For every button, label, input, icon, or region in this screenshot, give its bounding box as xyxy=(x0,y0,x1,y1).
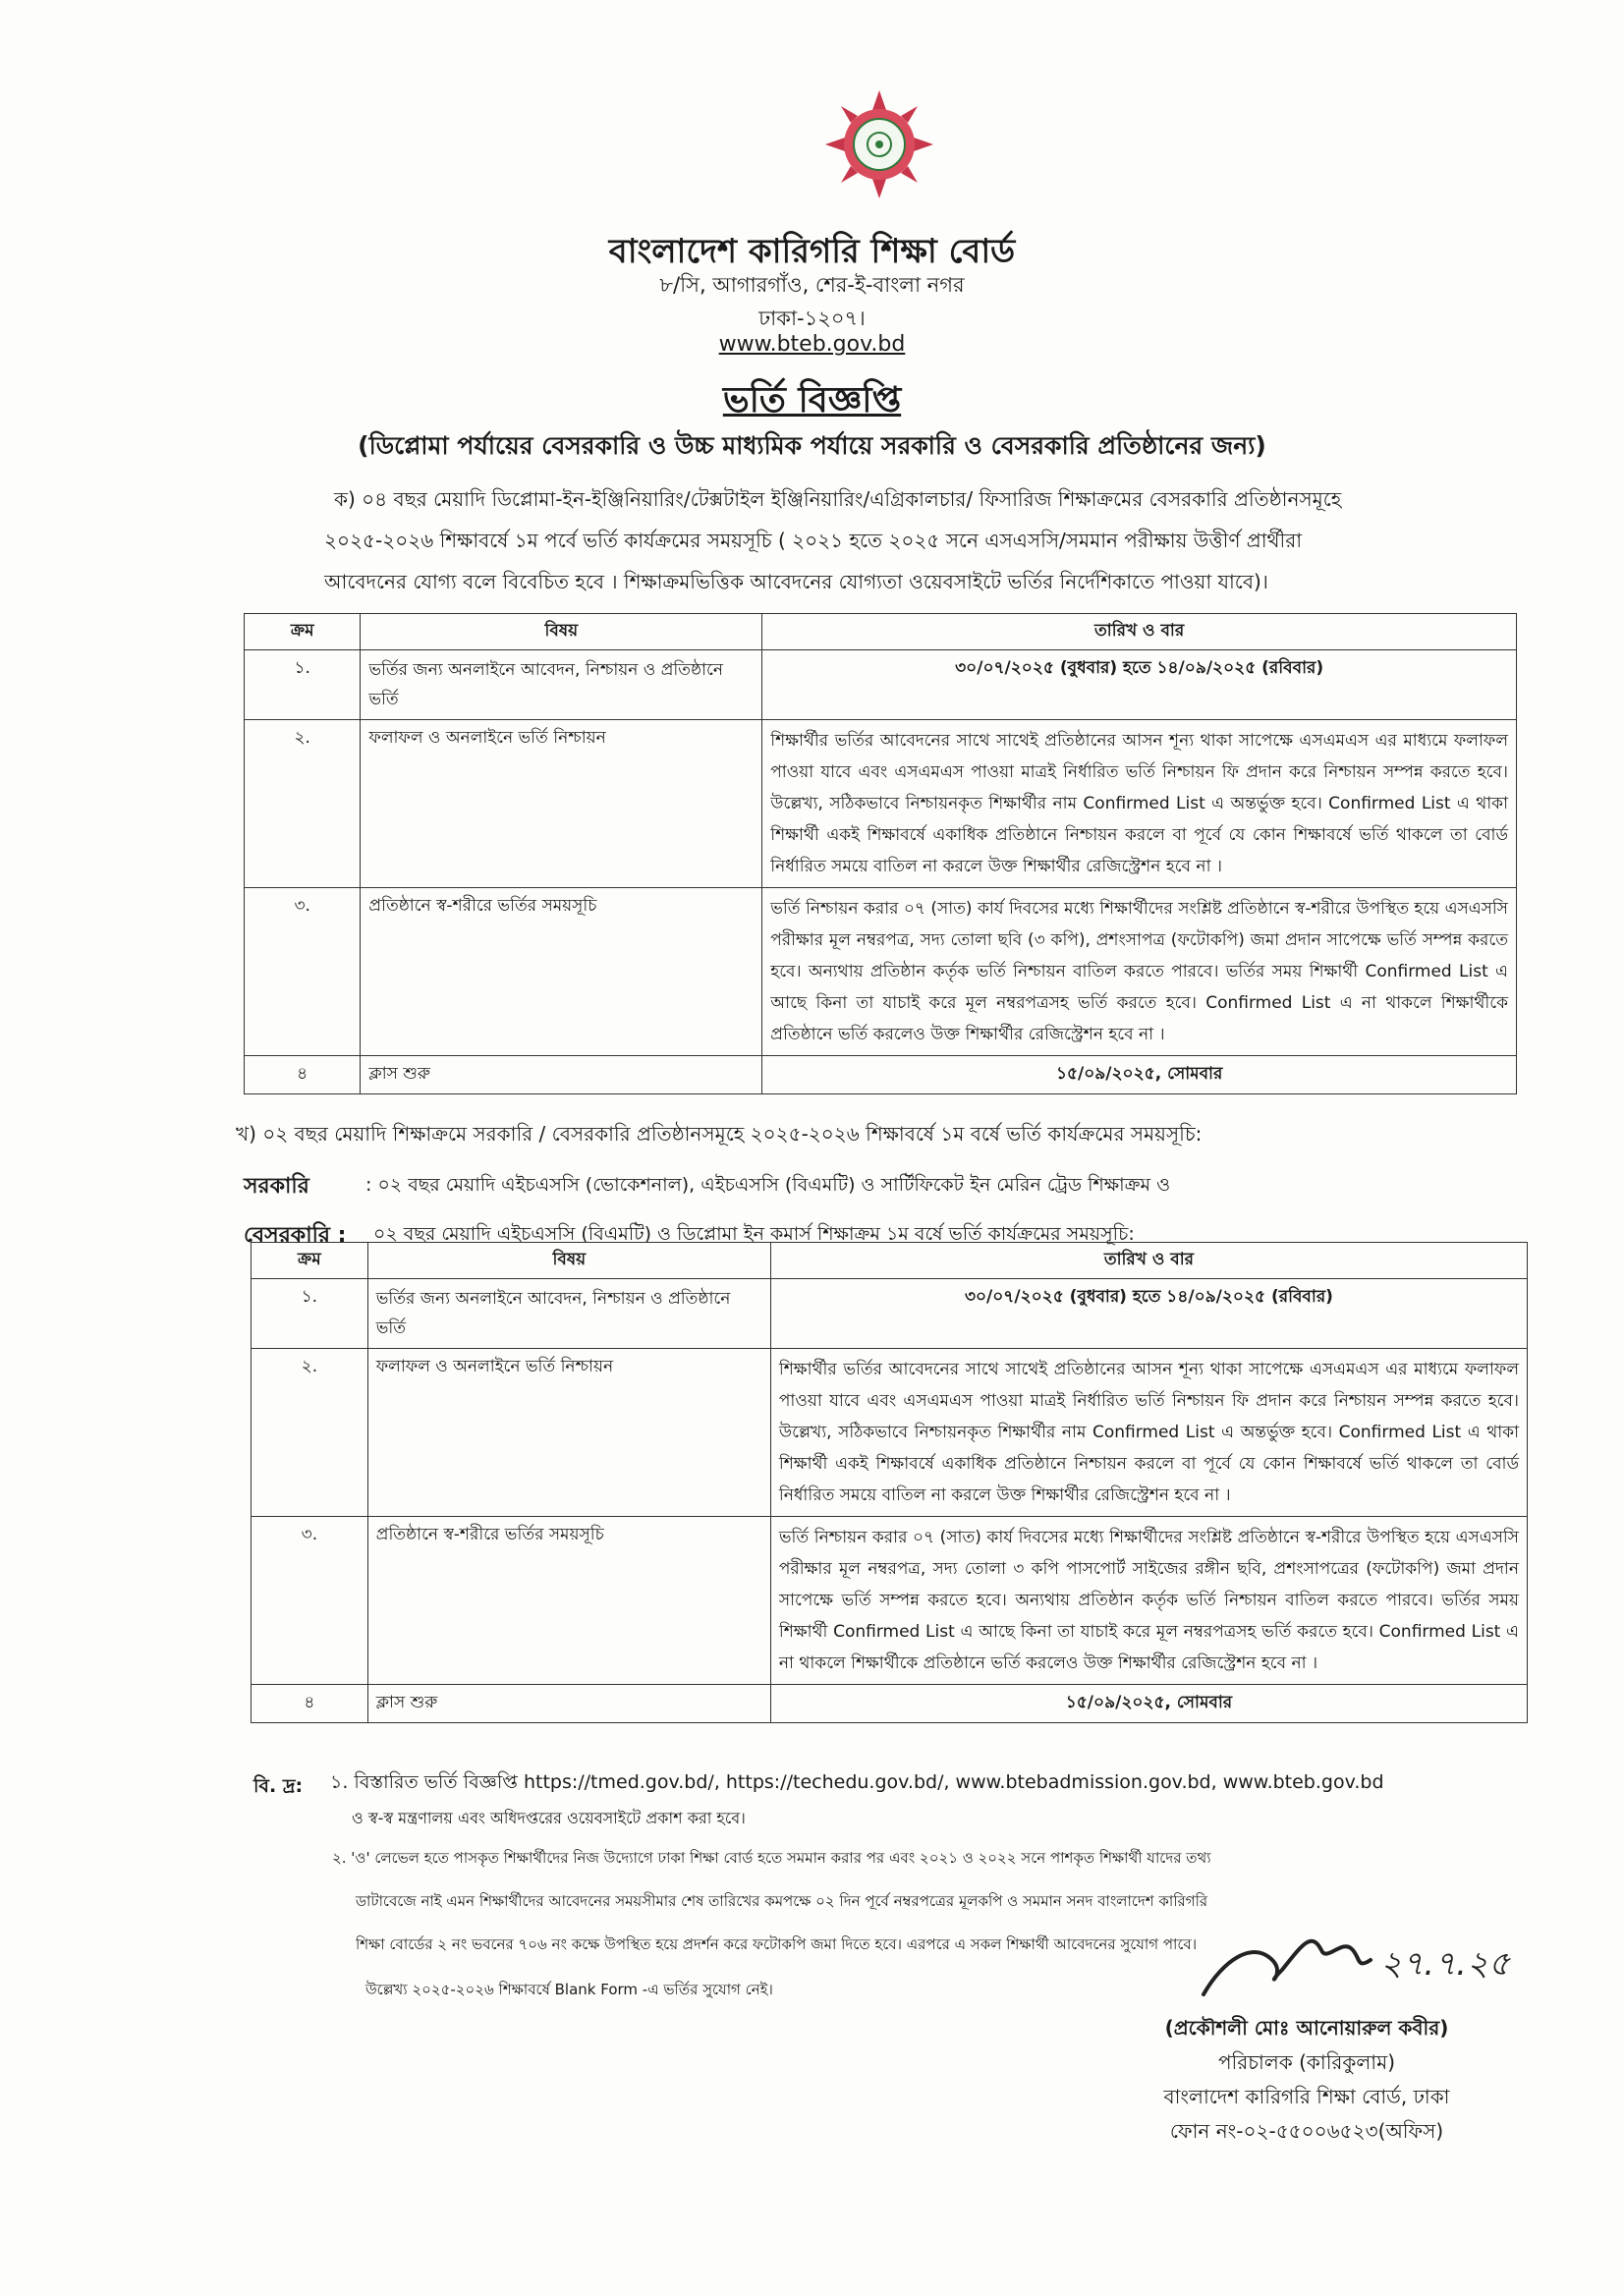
signatory-phone: ফোন নং-০২-৫৫০০৬৫২৩(অফিস) xyxy=(1169,2119,1444,2143)
govt-label: সরকারি xyxy=(244,1174,309,1199)
address-line-2: ঢাকা-১২০৭। xyxy=(758,307,866,330)
section-a-line-2: ২০২৫-২০২৬ শিক্ষাবর্ষে ১ম পর্বে ভর্তি কার্যক্রমের সময়সূচি ( ২০২১ হতে ২০২৫ সনে এসএসসি/সমমান পরীক্ষায় উত্তীর্ণ প্রার্থীরা xyxy=(324,529,1302,552)
table-row xyxy=(252,1685,1528,1723)
signatory-designation: পরিচালক (কারিকুলাম) xyxy=(1217,2050,1396,2074)
table-row xyxy=(245,888,1517,1056)
table-row xyxy=(245,720,1517,888)
header-subject: বিষয় xyxy=(361,614,762,650)
handwritten-signature-icon xyxy=(1194,1901,1518,2009)
table-row xyxy=(252,1349,1528,1517)
notice-subtitle: (ডিপ্লোমা পর্যায়ের বেসরকারি ও উচ্চ মাধ্যমিক পর্যায়ে সরকারি ও বেসরকারি প্রতিষ্ঠানের জন্য) xyxy=(358,431,1266,460)
table-row xyxy=(245,650,1517,720)
website-link[interactable]: www.bteb.gov.bd xyxy=(718,332,906,357)
section-a-line-3: আবেদনের যোগ্য বলে বিবেচিত হবে । শিক্ষাক্রমভিত্তিক আবেদনের যোগ্যতা ওয়েবসাইটে ভর্তির নির্দেশিকাতে পাওয়া যাবে)। xyxy=(324,570,1268,593)
note-3: উল্লেখ্য ২০২৫-২০২৬ শিক্ষাবর্ষে Blank Form -এ ভর্তির সুযোগ নেই। xyxy=(365,1981,773,1998)
row-detail: ভর্তি নিশ্চায়ন করার ০৭ (সাত) কার্য দিবসের মধ্যে শিক্ষার্থীদের সংশ্লিষ্ট প্রতিষ্ঠানে স্ব-শরীরে উপস্থিত হয়ে এসএসসি পরীক্ষার মূল নম্বরপত্র, সদ্য তোলা ছবি (৩ কপি), প্রশংসাপত্র (ফটোকপি) জমা প্রদান সাপেক্ষে ভর্তি সম্পন্ন করতে হবে। অন্যথায় প্রতিষ্ঠান কর্তৃক ভর্তি নিশ্চায়ন বাতিল করতে পারবে। ভর্তির সময় শিক্ষার্থী Confirmed List এ আছে কিনা তা যাচাই করে মূল নম্বরপত্রসহ ভর্তি করতে হবে। Confirmed List এ না থাকলে শিক্ষার্থীকে প্রতিষ্ঠানে ভর্তি করলেও উক্ত শিক্ষার্থীর রেজিস্ট্রেশন হবে না । xyxy=(762,888,1517,1056)
table-header-row xyxy=(252,1243,1528,1279)
row-serial: ৩. xyxy=(245,888,361,1056)
schedule-table-b xyxy=(251,1242,1528,1723)
schedule-table-a xyxy=(244,613,1517,1094)
row-subject: প্রতিষ্ঠানে স্ব-শরীরে ভর্তির সময়সূচি xyxy=(367,1517,770,1685)
notice-title: ভর্তি বিজ্ঞপ্তি xyxy=(722,380,902,420)
row-subject: ফলাফল ও অনলাইনে ভর্তি নিশ্চায়ন xyxy=(367,1349,770,1517)
signatory-name: (প্রকৌশলী মোঃ আনোয়ারুল কবীর) xyxy=(1164,2016,1449,2040)
header-serial: ক্রম xyxy=(252,1243,368,1279)
row-serial: ২. xyxy=(245,720,361,888)
private-text: ০২ বছর মেয়াদি এইচএসসি (বিএমটি) ও ডিপ্লোমা ইন কমার্স শিক্ষাক্রম ১ম বর্ষে ভর্তি কার্যক্রমের সময়সূচি: xyxy=(373,1223,1135,1245)
govt-text: : ০২ বছর মেয়াদি এইচএসসি (ভোকেশনাল), এইচএসসি (বিএমটি) ও সার্টিফিকেট ইন মেরিন ট্রেড শিক্ষাক্রম ও xyxy=(365,1174,1171,1196)
row-subject: ভর্তির জন্য অনলাইনে আবেদন, নিশ্চায়ন ও প্রতিষ্ঠানে ভর্তি xyxy=(361,650,762,720)
org-name: বাংলাদেশ কারিগরি শিক্ষা বোর্ড xyxy=(608,232,1016,271)
row-serial: ১. xyxy=(245,650,361,720)
bteb-logo-icon xyxy=(825,90,933,198)
note-1-line-2: ও স্ব-স্ব মন্ত্রণালয় এবং অধিদপ্তরের ওয়েবসাইটে প্রকাশ করা হবে। xyxy=(352,1809,746,1827)
row-subject: প্রতিষ্ঠানে স্ব-শরীরে ভর্তির সময়সূচি xyxy=(361,888,762,1056)
row-subject: ক্লাস শুরু xyxy=(361,1056,762,1094)
note-2-line-3: শিক্ষা বোর্ডের ২ নং ভবনের ৭০৬ নং কক্ষে উপস্থিত হয়ে প্রদর্শন করে ফটোকপি জমা দিতে হবে। এরপরে এ সকল শিক্ষার্থী আবেদনের সুযোগ পাবে। xyxy=(356,1935,1198,1953)
row-detail: ১৫/০৯/২০২৫, সোমবার xyxy=(770,1685,1527,1723)
note-1-line-1: ১. বিস্তারিত ভর্তি বিজ্ঞপ্তি https://tmed.gov.bd/, https://techedu.gov.bd/, www.btebadmission.gov.bd, www.bteb.gov.bd xyxy=(330,1771,1384,1793)
row-detail: ৩০/০৭/২০২৫ (বুধবার) হতে ১৪/০৯/২০২৫ (রবিবার) xyxy=(770,1279,1527,1349)
row-serial: ২. xyxy=(252,1349,368,1517)
row-detail: ভর্তি নিশ্চায়ন করার ০৭ (সাত) কার্য দিবসের মধ্যে শিক্ষার্থীদের সংশ্লিষ্ট প্রতিষ্ঠানে স্ব-শরীরে উপস্থিত হয়ে এসএসসি পরীক্ষার মূল নম্বরপত্র, সদ্য তোলা ৩ কপি পাসপোর্ট সাইজের রঙ্গীন ছবি, প্রশংসাপত্রের (ফটোকপি) জমা প্রদান সাপেক্ষে ভর্তি সম্পন্ন করতে হবে। অন্যথায় প্রতিষ্ঠান কর্তৃক ভর্তি নিশ্চায়ন বাতিল করতে পারবে। ভর্তির সময় শিক্ষার্থী Confirmed List এ আছে কিনা তা যাচাই করে মূল নম্বরপত্রসহ ভর্তি করতে হবে। Confirmed List এ না থাকলে শিক্ষার্থীকে প্রতিষ্ঠানে ভর্তি করলেও উক্ত শিক্ষার্থীর রেজিস্ট্রেশন হবে না । xyxy=(770,1517,1527,1685)
signatory-office: বাংলাদেশ কারিগরি শিক্ষা বোর্ড, ঢাকা xyxy=(1163,2085,1450,2108)
handwritten-date: ২৭.৭.২৫ xyxy=(1380,1944,1511,1984)
section-a-line-1: ক) ০৪ বছর মেয়াদি ডিপ্লোমা-ইন-ইঞ্জিনিয়ারিং/টেক্সটাইল ইঞ্জিনিয়ারিং/এগ্রিকালচার/ ফিসারিজ শিক্ষাক্রমের বেসরকারি প্রতিষ্ঠানসমূহে xyxy=(334,487,1342,511)
header-serial: ক্রম xyxy=(245,614,361,650)
note-2-line-1: ২. 'ও' লেভেল হতে পাসকৃত শিক্ষার্থীদের নিজ উদ্যোগে ঢাকা শিক্ষা বোর্ড হতে সমমান করার পর এবং ২০২১ ও ২০২২ সনে পাশকৃত শিক্ষার্থী যাদের তথ্য xyxy=(332,1849,1211,1867)
header-subject: বিষয় xyxy=(367,1243,770,1279)
table-row xyxy=(252,1517,1528,1685)
row-serial: ১. xyxy=(252,1279,368,1349)
note-2-line-2: ডাটাবেজে নাই এমন শিক্ষার্থীদের আবেদনের সময়সীমার শেষ তারিখের কমপক্ষে ০২ দিন পূর্বে নম্বরপত্রের মূলকপি ও সমমান সনদ বাংলাদেশ কারিগরি xyxy=(356,1892,1208,1910)
table-row xyxy=(245,1056,1517,1094)
row-subject: ফলাফল ও অনলাইনে ভর্তি নিশ্চায়ন xyxy=(361,720,762,888)
row-serial: ৪ xyxy=(252,1685,368,1723)
row-detail: শিক্ষার্থীর ভর্তির আবেদনের সাথে সাথেই প্রতিষ্ঠানের আসন শূন্য থাকা সাপেক্ষে এসএমএস এর মাধ্যমে ফলাফল পাওয়া যাবে এবং এসএমএস পাওয়া মাত্রই নির্ধারিত ভর্তি নিশ্চায়ন ফি প্রদান করে নিশ্চায়ন সম্পন্ন করতে হবে। উল্লেখ্য, সঠিকভাবে নিশ্চায়নকৃত শিক্ষার্থীর নাম Confirmed List এ অন্তর্ভুক্ত হবে। Confirmed List এ থাকা শিক্ষার্থী একই শিক্ষাবর্ষে একাধিক প্রতিষ্ঠানে নিশ্চায়ন করলে বা পূর্বে যে কোন শিক্ষাবর্ষে ভর্তি থাকলে তা বোর্ড নির্ধারিত সময়ে বাতিল না করলে উক্ত শিক্ষার্থীর রেজিস্ট্রেশন হবে না । xyxy=(762,720,1517,888)
header-date: তারিখ ও বার xyxy=(770,1243,1527,1279)
table-header-row xyxy=(245,614,1517,650)
private-label: বেসরকারি : xyxy=(244,1223,347,1248)
row-detail: ৩০/০৭/২০২৫ (বুধবার) হতে ১৪/০৯/২০২৫ (রবিবার) xyxy=(762,650,1517,720)
section-b-intro: খ) ০২ বছর মেয়াদি শিক্ষাক্রমে সরকারি / বেসরকারি প্রতিষ্ঠানসমূহে ২০২৫-২০২৬ শিক্ষাবর্ষে ১ম বর্ষে ভর্তি কার্যক্রমের সময়সূচি: xyxy=(236,1122,1203,1146)
address-line-1: ৮/সি, আগারগাঁও, শের-ই-বাংলা নগর xyxy=(659,273,965,297)
row-subject: ক্লাস শুরু xyxy=(367,1685,770,1723)
row-detail: শিক্ষার্থীর ভর্তির আবেদনের সাথে সাথেই প্রতিষ্ঠানের আসন শূন্য থাকা সাপেক্ষে এসএমএস এর মাধ্যমে ফলাফল পাওয়া যাবে এবং এসএমএস পাওয়া মাত্রই নির্ধারিত ভর্তি নিশ্চায়ন ফি প্রদান করে নিশ্চায়ন সম্পন্ন করতে হবে। উল্লেখ্য, সঠিকভাবে নিশ্চায়নকৃত শিক্ষার্থীর নাম Confirmed List এ অন্তর্ভুক্ত হবে। Confirmed List এ থাকা শিক্ষার্থী একই শিক্ষাবর্ষে একাধিক প্রতিষ্ঠানে নিশ্চায়ন করলে বা পূর্বে যে কোন শিক্ষাবর্ষে ভর্তি থাকলে তা বোর্ড নির্ধারিত সময়ে বাতিল না করলে উক্ত শিক্ষার্থীর রেজিস্ট্রেশন হবে না । xyxy=(770,1349,1527,1517)
row-subject: ভর্তির জন্য অনলাইনে আবেদন, নিশ্চায়ন ও প্রতিষ্ঠানে ভর্তি xyxy=(367,1279,770,1349)
row-detail: ১৫/০৯/২০২৫, সোমবার xyxy=(762,1056,1517,1094)
row-serial: ৩. xyxy=(252,1517,368,1685)
notes-label: বি. দ্র: xyxy=(253,1775,304,1797)
header-date: তারিখ ও বার xyxy=(762,614,1517,650)
row-serial: ৪ xyxy=(245,1056,361,1094)
table-row xyxy=(252,1279,1528,1349)
